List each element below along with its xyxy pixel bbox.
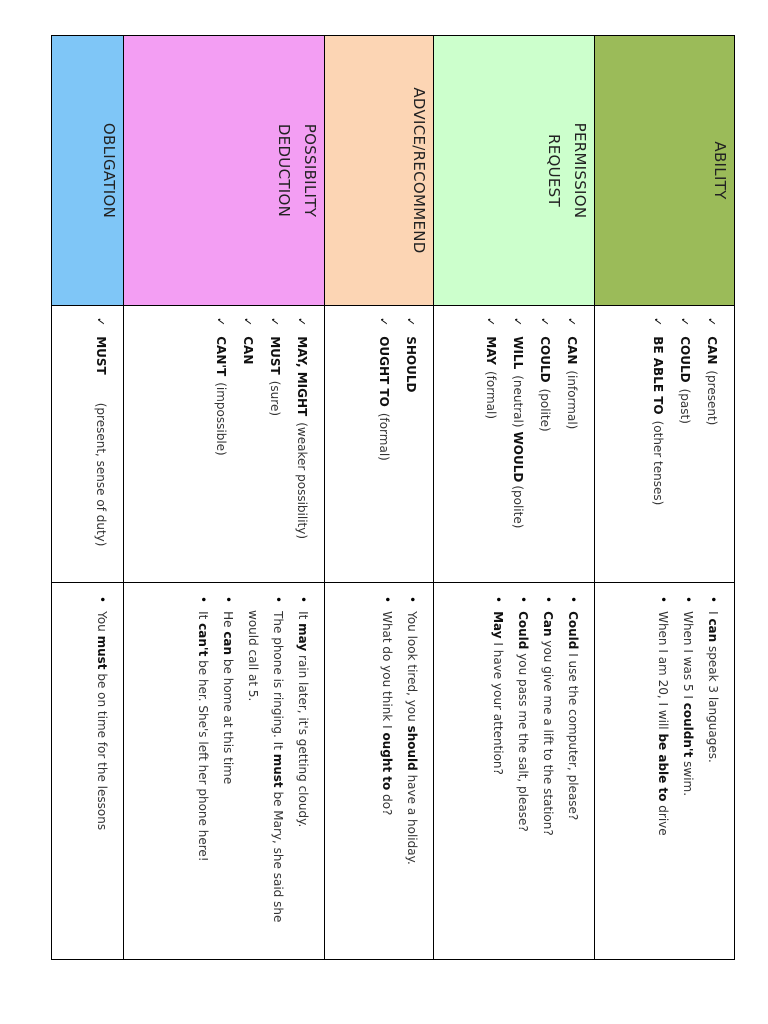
example-modal: Can	[541, 611, 555, 637]
verb-item	[207, 317, 234, 575]
verb-label: MUST	[268, 336, 282, 375]
function-cell-possibility	[124, 36, 325, 306]
examples-list	[485, 584, 593, 958]
function-label: ABILITY	[711, 141, 729, 200]
example-text: rain later, it's getting cloudy.	[296, 651, 310, 828]
example-sentence	[215, 596, 240, 952]
table-row-possibility	[124, 36, 325, 960]
verb-item	[370, 317, 397, 575]
table-row-advice	[325, 36, 434, 960]
example-sentence	[485, 596, 510, 952]
examples-cell	[124, 583, 325, 960]
example-sentence	[700, 596, 725, 952]
example-text: I have your attention?	[491, 638, 505, 775]
verb-label: SHOULD	[404, 336, 418, 393]
example-sentence	[190, 596, 215, 952]
verb-item	[234, 317, 261, 575]
verb-label: WILL	[511, 336, 525, 370]
example-text: He	[221, 611, 235, 632]
verb-note: (polite)	[511, 485, 525, 529]
verb-note: (present, sense of duty)	[94, 402, 108, 547]
verb-note: (neutral)	[511, 375, 525, 428]
verb-note: (impossible)	[214, 382, 228, 456]
verb-item	[671, 317, 698, 575]
example-modal: can	[221, 631, 235, 656]
example-text: I	[706, 611, 720, 619]
table-row-obligation	[52, 36, 124, 960]
example-sentence	[535, 596, 560, 952]
example-text: I use the computer, please?	[566, 649, 580, 821]
verb-label: CAN	[565, 336, 579, 365]
function-label: REQUEST	[545, 134, 563, 207]
example-text: You	[95, 611, 109, 636]
example-sentence	[560, 596, 585, 952]
example-modal: Could	[566, 611, 580, 650]
verb-item	[397, 317, 424, 575]
example-text: It	[196, 611, 210, 624]
examples-cell	[52, 583, 124, 960]
example-text: you give me a lift to the station?	[541, 636, 555, 836]
example-modal: ought to	[380, 732, 394, 791]
example-modal: couldn't	[681, 702, 695, 758]
example-text: speak 3 languages.	[706, 642, 720, 763]
verb-item	[261, 317, 288, 575]
verbs-cell	[52, 306, 124, 583]
function-cell-ability	[595, 36, 735, 306]
verb-item	[288, 317, 315, 575]
verbs-list	[370, 307, 432, 581]
verb-label: BE ABLE TO	[651, 336, 665, 415]
example-text: The phone is ringing. It	[271, 611, 285, 754]
example-text: swim.	[681, 757, 695, 797]
example-modal: should	[405, 725, 419, 771]
verb-label: MUST	[94, 336, 108, 375]
function-cell-obligation	[52, 36, 124, 306]
verb-note: (sure)	[268, 380, 282, 417]
examples-cell	[595, 583, 735, 960]
verb-label: COULD	[538, 336, 552, 383]
table-row-ability	[595, 36, 735, 960]
example-modal: must	[271, 753, 285, 788]
verbs-list	[207, 307, 323, 581]
example-text: be her. She's left her phone here!	[196, 656, 210, 862]
function-label: POSSIBILITY	[301, 123, 319, 218]
example-text: It	[296, 611, 310, 624]
verb-label: WOULD	[511, 431, 525, 483]
example-text: be Mary, she said she would call at 5.	[246, 610, 285, 923]
example-text: What do you think I	[380, 611, 394, 733]
verbs-cell	[434, 306, 595, 583]
examples-list	[374, 584, 432, 958]
verbs-list	[87, 307, 122, 581]
verb-note: (informal)	[565, 370, 579, 430]
example-modal: be able to	[656, 733, 670, 802]
verb-label: CAN'T	[214, 336, 228, 377]
verb-item	[504, 317, 531, 575]
verbs-cell	[124, 306, 325, 583]
verb-item	[87, 317, 114, 575]
examples-cell	[325, 583, 434, 960]
verb-item	[698, 317, 725, 575]
examples-list	[89, 584, 122, 958]
example-sentence	[510, 596, 535, 952]
function-label: ADVICE/RECOMMEND	[410, 87, 428, 254]
function-cell-permission	[434, 36, 595, 306]
function-label: DEDUCTION	[275, 123, 293, 218]
example-sentence	[240, 596, 290, 952]
function-cell-advice	[325, 36, 434, 306]
example-modal: Could	[516, 611, 530, 650]
verb-label: CAN	[705, 336, 719, 365]
verbs-list	[477, 307, 593, 581]
example-modal: can	[706, 618, 720, 643]
example-text: have a holiday.	[405, 770, 419, 865]
verb-item	[558, 317, 585, 575]
example-sentence	[290, 596, 315, 952]
table-row-permission	[434, 36, 595, 960]
example-sentence	[374, 596, 399, 952]
example-modal: can't	[196, 623, 210, 657]
verb-item	[531, 317, 558, 575]
verb-note: (past)	[678, 388, 692, 424]
verb-note: (present)	[705, 370, 719, 426]
example-sentence	[89, 596, 114, 952]
verb-note: (polite)	[538, 388, 552, 432]
example-text: be home at this time	[221, 655, 235, 785]
verb-label: CAN	[241, 336, 255, 365]
example-modal: May	[491, 611, 505, 639]
rotated-modal-verbs-sheet	[52, 35, 735, 959]
verbs-cell	[325, 306, 434, 583]
verbs-cell	[595, 306, 735, 583]
verb-label: MAY, MIGHT	[295, 336, 309, 417]
example-text: drive	[656, 801, 670, 836]
verb-note: (formal)	[484, 371, 498, 420]
verb-note: (formal)	[377, 412, 391, 461]
example-text: When I am 20, I will	[656, 611, 670, 734]
example-modal: must	[95, 635, 109, 670]
example-sentence	[675, 596, 700, 952]
verb-note: (other tenses)	[651, 420, 665, 506]
verb-item	[477, 317, 504, 575]
function-label: PERMISSION	[571, 122, 589, 219]
example-text: When I was 5 I	[681, 611, 695, 703]
verb-note: (weaker possibility)	[295, 422, 309, 540]
table-body	[52, 36, 735, 960]
function-label: OBLIGATION	[100, 122, 118, 219]
example-text: you pass me the salt, please?	[516, 649, 530, 832]
example-text: You look tired, you	[405, 611, 419, 726]
example-sentence	[650, 596, 675, 952]
example-text: do?	[380, 790, 394, 816]
modal-verbs-table	[51, 35, 735, 960]
examples-list	[190, 584, 323, 958]
example-sentence	[399, 596, 424, 952]
verbs-list	[644, 307, 733, 581]
verb-item	[644, 317, 671, 575]
verb-label: MAY	[484, 336, 498, 365]
examples-list	[650, 584, 733, 958]
verb-label: COULD	[678, 336, 692, 383]
example-text: be on time for the lessons	[95, 669, 109, 831]
verb-label: OUGHT TO	[377, 336, 391, 407]
examples-cell	[434, 583, 595, 960]
example-modal: may	[296, 623, 310, 652]
